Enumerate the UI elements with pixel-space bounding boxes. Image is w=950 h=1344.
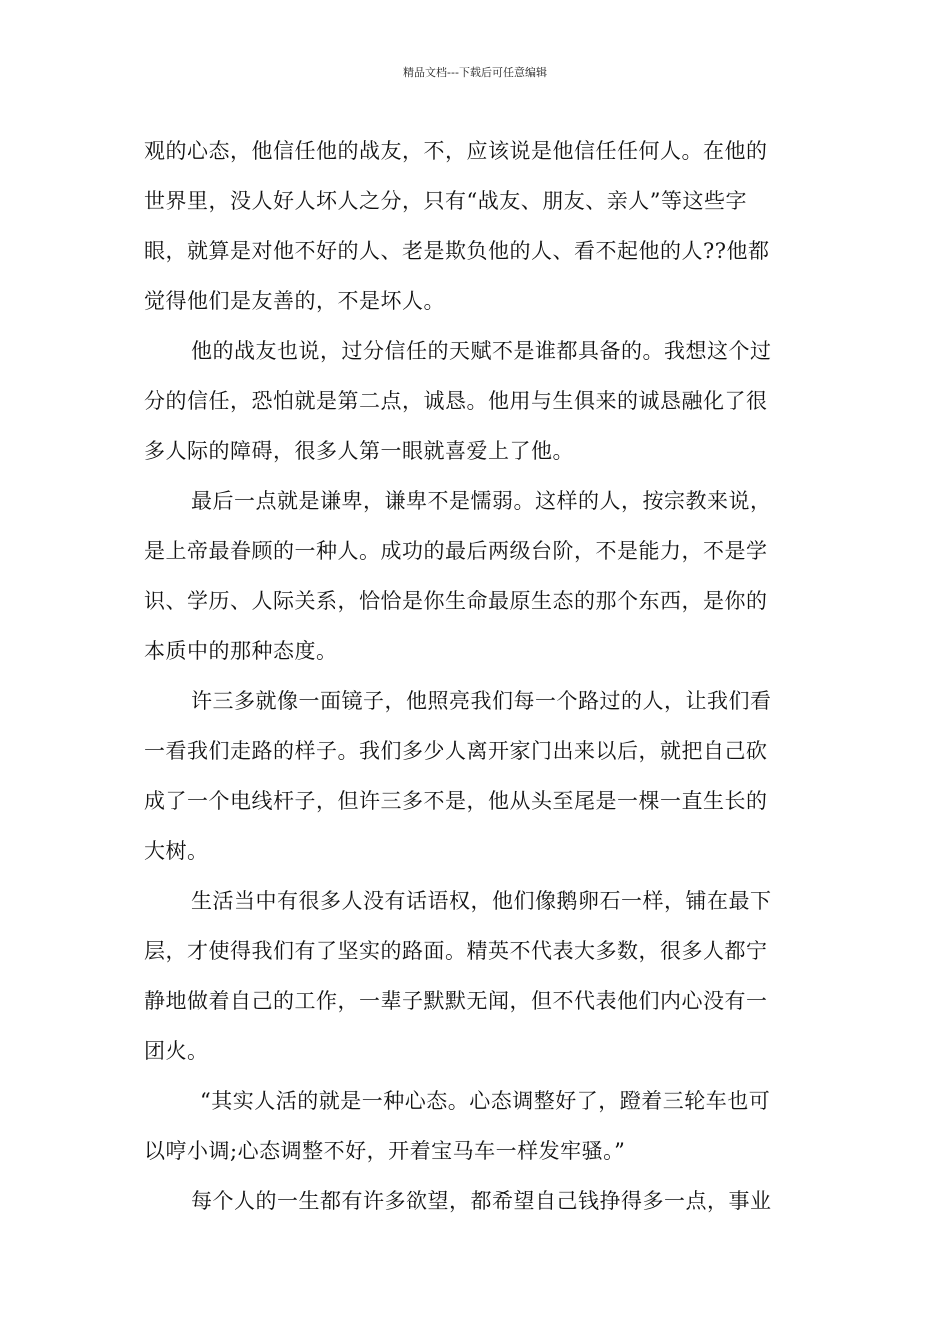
text-line: 识、学历、人际关系，恰恰是你生命最原生态的那个东西，是你的 [144,589,768,613]
text-line: 大树。 [144,839,209,863]
text-line: “其实人活的就是一种心态。心态调整好了，蹬着三轮车也可 [200,1089,771,1113]
text-line: 观的心态，他信任他的战友，不，应该说是他信任任何人。在他的 [144,139,768,163]
text-line: 是上帝最眷顾的一种人。成功的最后两级台阶，不是能力，不是学 [144,539,768,563]
paragraph-2 [144,326,808,476]
text-line: 每个人的一生都有许多欲望，都希望自己钱挣得多一点，事业 [191,1189,772,1213]
text-line: 分的信任，恐怕就是第二点，诚恳。他用与生俱来的诚恳融化了很 [144,389,768,413]
text-line: 以哼小调;心态调整不好，开着宝马车一样发牢骚。” [144,1139,626,1163]
text-line: 生活当中有很多人没有话语权，他们像鹅卵石一样，铺在最下 [191,889,772,913]
text-line: 最后一点就是谦卑，谦卑不是懦弱。这样的人，按宗教来说， [191,489,772,513]
text-line: 多人际的障碍，很多人第一眼就喜爱上了他。 [144,439,574,463]
text-line: 本质中的那种态度。 [144,639,338,663]
text-line: 眼，就算是对他不好的人、老是欺负他的人、看不起他的人??他都 [144,239,770,263]
text-line: 静地做着自己的工作，一辈子默默无闻，但不代表他们内心没有一 [144,989,768,1013]
paragraph-7 [144,1176,808,1226]
text-line: 觉得他们是友善的，不是坏人。 [144,289,445,313]
paragraph-1 [144,126,808,326]
paragraph-4 [144,676,808,876]
text-line: 团火。 [144,1039,209,1063]
page-header: 精品文档---下载后可任意编辑 [403,66,547,79]
text-line: 成了一个电线杆子，但许三多不是，他从头至尾是一棵一直生长的 [144,789,768,813]
document-body [144,126,808,1226]
text-line: 世界里，没人好人坏人之分，只有“战友、朋友、亲人”等这些字 [144,189,747,213]
paragraph-5 [144,876,808,1076]
text-line: 许三多就像一面镜子，他照亮我们每一个路过的人，让我们看 [191,689,772,713]
text-line: 一看我们走路的样子。我们多少人离开家门出来以后，就把自己砍 [144,739,768,763]
text-line: 层，才使得我们有了坚实的路面。精英不代表大多数，很多人都宁 [144,939,768,963]
text-line: 他的战友也说，过分信任的天赋不是谁都具备的。我想这个过 [191,339,772,363]
paragraph-3 [144,476,808,676]
paragraph-6-quote [144,1076,808,1176]
